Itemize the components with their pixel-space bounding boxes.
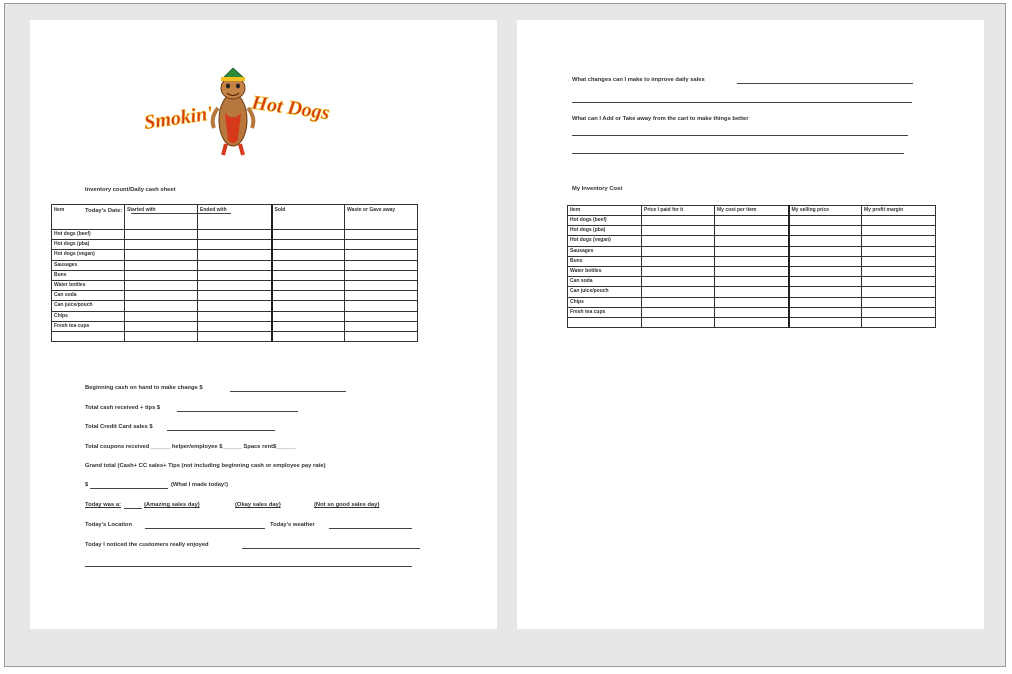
inventory-count-entry-cell[interactable] (345, 291, 418, 301)
inventory-count-header-cell: Sold (272, 205, 345, 230)
inventory-cost-item-cell: Hot dogs (beef) (568, 216, 642, 226)
improve-question: What changes can I make to improve daily sales (572, 77, 705, 83)
inventory-cost-entry-cell[interactable] (715, 266, 789, 276)
inventory-cost-entry-cell[interactable] (789, 287, 862, 297)
inventory-count-entry-cell[interactable] (125, 230, 198, 240)
inventory-count-item-cell: Water bottles (52, 280, 125, 290)
inventory-count-entry-cell[interactable] (125, 321, 198, 331)
inventory-cost-item-cell: Hot dogs (pba) (568, 226, 642, 236)
inventory-cost-title: My Inventory Cost (572, 186, 623, 192)
inventory-count-item-cell (52, 331, 125, 341)
inventory-cost-entry-cell[interactable] (642, 287, 715, 297)
inventory-cost-entry-cell[interactable] (862, 297, 936, 307)
inventory-cost-entry-cell[interactable] (789, 216, 862, 226)
inventory-cost-entry-cell[interactable] (642, 236, 715, 246)
inventory-count-item-cell: Buns (52, 270, 125, 280)
weather-line[interactable] (329, 528, 412, 529)
inventory-cost-entry-cell[interactable] (642, 317, 715, 327)
inventory-cost-item-cell: Can juice/pouch (568, 287, 642, 297)
total-credit-line[interactable] (167, 430, 275, 431)
inventory-count-entry-cell[interactable] (272, 240, 345, 250)
beginning-cash-line[interactable] (230, 391, 346, 392)
inventory-count-entry-cell[interactable] (198, 301, 272, 311)
logo-text-left: Smokin' (142, 102, 215, 134)
inventory-count-item-cell: Can juice/pouch (52, 301, 125, 311)
location-label: Today's Location (85, 522, 133, 528)
sheet-title: Inventory count/Daily cash sheet (85, 187, 176, 193)
beginning-cash-label: Beginning cash on hand to make change $ (85, 385, 203, 391)
inventory-cost-entry-cell[interactable] (715, 317, 789, 327)
inventory-count-row (52, 301, 418, 311)
inventory-cost-row (568, 307, 936, 317)
inventory-count-entry-cell[interactable] (125, 301, 198, 311)
inventory-count-entry-cell[interactable] (272, 291, 345, 301)
inventory-cost-entry-cell[interactable] (862, 307, 936, 317)
inventory-cost-header-cell: Price I paid for it (642, 206, 715, 216)
inventory-cost-entry-cell[interactable] (642, 226, 715, 236)
grand-total-label: Grand total (Cash+ CC sales+ Tips (not including beginning cash or employee pay rate) (85, 463, 326, 469)
inventory-count-entry-cell[interactable] (125, 331, 198, 341)
inventory-count-item-cell: Can soda (52, 291, 125, 301)
inventory-cost-entry-cell[interactable] (862, 246, 936, 256)
inventory-count-entry-cell[interactable] (198, 280, 272, 290)
inventory-cost-entry-cell[interactable] (789, 277, 862, 287)
inventory-cost-entry-cell[interactable] (715, 226, 789, 236)
inventory-count-entry-cell[interactable] (272, 331, 345, 341)
inventory-cost-entry-cell[interactable] (642, 297, 715, 307)
inventory-cost-item-cell (568, 317, 642, 327)
inventory-count-entry-cell[interactable] (272, 280, 345, 290)
inventory-count-row (52, 230, 418, 240)
inventory-count-entry-cell[interactable] (272, 311, 345, 321)
noticed-line-2[interactable] (85, 566, 412, 567)
inventory-count-entry-cell[interactable] (198, 321, 272, 331)
inventory-count-entry-cell[interactable] (198, 240, 272, 250)
inventory-count-entry-cell[interactable] (198, 250, 272, 260)
inventory-count-entry-cell[interactable] (345, 250, 418, 260)
inventory-cost-item-cell: Hot dogs (vegan) (568, 236, 642, 246)
inventory-count-entry-cell[interactable] (125, 260, 198, 270)
inventory-cost-entry-cell[interactable] (862, 216, 936, 226)
inventory-cost-entry-cell[interactable] (642, 277, 715, 287)
inventory-cost-table (567, 205, 936, 328)
inventory-cost-entry-cell[interactable] (789, 307, 862, 317)
inventory-cost-item-cell: Chips (568, 297, 642, 307)
inventory-cost-entry-cell[interactable] (862, 266, 936, 276)
total-cash-label: Total cash received + tips $ (85, 405, 161, 411)
inventory-count-row (52, 321, 418, 331)
inventory-count-entry-cell[interactable] (272, 230, 345, 240)
okay-option[interactable]: (Okay sales day) (235, 502, 281, 508)
inventory-count-header-cell: Waste or Gave away (345, 205, 418, 230)
inventory-cost-item-cell: Water bottles (568, 266, 642, 276)
inventory-count-entry-cell[interactable] (125, 250, 198, 260)
inventory-cost-row (568, 236, 936, 246)
inventory-cost-row (568, 277, 936, 287)
inventory-count-item-cell: Hot dogs (vegan) (52, 250, 125, 260)
inventory-count-entry-cell[interactable] (345, 321, 418, 331)
inventory-cost-header-cell: My cost per item (715, 206, 789, 216)
inventory-count-entry-cell[interactable] (345, 240, 418, 250)
inventory-count-entry-cell[interactable] (198, 291, 272, 301)
inventory-cost-entry-cell[interactable] (715, 256, 789, 266)
add-question: What can I Add or Take away from the cart to make things better (572, 116, 749, 122)
inventory-cost-header-row (568, 206, 936, 216)
inventory-count-entry-cell[interactable] (345, 270, 418, 280)
inventory-count-header-cell: Ended with (198, 205, 272, 230)
inventory-cost-entry-cell[interactable] (789, 256, 862, 266)
inventory-count-row (52, 331, 418, 341)
inventory-count-item-cell: Chips (52, 311, 125, 321)
inventory-cost-entry-cell[interactable] (862, 277, 936, 287)
inventory-cost-item-cell: Buns (568, 256, 642, 266)
inventory-count-item-cell: Fresh tea cups (52, 321, 125, 331)
inventory-cost-row (568, 317, 936, 327)
inventory-count-entry-cell[interactable] (125, 280, 198, 290)
inventory-cost-entry-cell[interactable] (642, 307, 715, 317)
inventory-cost-row (568, 226, 936, 236)
inventory-cost-header-cell: Item (568, 206, 642, 216)
logo-text-right: Hot Dogs (250, 91, 331, 125)
inventory-cost-entry-cell[interactable] (715, 297, 789, 307)
inventory-cost-entry-cell[interactable] (862, 287, 936, 297)
inventory-count-entry-cell[interactable] (345, 260, 418, 270)
inventory-count-entry-cell[interactable] (198, 260, 272, 270)
location-line[interactable] (145, 528, 265, 529)
inventory-cost-row (568, 266, 936, 276)
inventory-count-entry-cell[interactable] (272, 260, 345, 270)
inventory-cost-entry-cell[interactable] (715, 246, 789, 256)
inventory-count-item-cell: Sausages (52, 260, 125, 270)
inventory-count-header-row (52, 205, 418, 230)
inventory-count-entry-cell[interactable] (125, 240, 198, 250)
inventory-cost-item-cell: Can soda (568, 277, 642, 287)
inventory-count-entry-cell[interactable] (198, 270, 272, 280)
inventory-count-row (52, 250, 418, 260)
add-line-2[interactable] (572, 153, 904, 154)
date-label: Today's Date: (85, 208, 123, 214)
inventory-cost-row (568, 297, 936, 307)
inventory-count-entry-cell[interactable] (345, 331, 418, 341)
inventory-cost-entry-cell[interactable] (642, 246, 715, 256)
inventory-count-entry-cell[interactable] (125, 311, 198, 321)
inventory-cost-entry-cell[interactable] (789, 226, 862, 236)
coupons-label: Total coupons received ______ helper/employee $______ Space rent$______ (85, 444, 296, 450)
inventory-cost-item-cell: Sausages (568, 246, 642, 256)
made-today-label: (What I made today!) (171, 482, 229, 488)
inventory-count-entry-cell[interactable] (125, 291, 198, 301)
inventory-count-row (52, 260, 418, 270)
inventory-count-row (52, 280, 418, 290)
inventory-cost-entry-cell[interactable] (789, 297, 862, 307)
inventory-cost-entry-cell[interactable] (715, 307, 789, 317)
inventory-cost-entry-cell[interactable] (715, 216, 789, 226)
today-was-label: Today was a: (85, 502, 121, 508)
inventory-cost-header-cell: My profit margin (862, 206, 936, 216)
inventory-cost-entry-cell[interactable] (862, 226, 936, 236)
inventory-cost-entry-cell[interactable] (789, 246, 862, 256)
inventory-count-row (52, 311, 418, 321)
inventory-count-header-cell: Item (52, 205, 125, 230)
inventory-count-header-cell: Started with (125, 205, 198, 230)
inventory-count-entry-cell[interactable] (272, 250, 345, 260)
inventory-count-entry-cell[interactable] (272, 321, 345, 331)
inventory-cost-header-cell: My selling price (789, 206, 862, 216)
inventory-cost-row (568, 216, 936, 226)
total-credit-label: Total Credit Card sales $ (85, 424, 153, 430)
dollar-sign: $ (85, 482, 89, 488)
inventory-cost-entry-cell[interactable] (789, 266, 862, 276)
inventory-count-entry-cell[interactable] (345, 301, 418, 311)
inventory-cost-entry-cell[interactable] (715, 236, 789, 246)
inventory-count-row (52, 240, 418, 250)
inventory-cost-entry-cell[interactable] (862, 236, 936, 246)
noticed-line[interactable] (242, 548, 420, 549)
inventory-cost-entry-cell[interactable] (642, 256, 715, 266)
noticed-label: Today I noticed the customers really enjoyed (85, 542, 209, 548)
inventory-cost-entry-cell[interactable] (789, 317, 862, 327)
inventory-cost-entry-cell[interactable] (862, 317, 936, 327)
inventory-count-entry-cell[interactable] (125, 270, 198, 280)
improve-line-2[interactable] (572, 102, 912, 103)
inventory-count-entry-cell[interactable] (272, 301, 345, 311)
inventory-count-entry-cell[interactable] (345, 311, 418, 321)
inventory-count-entry-cell[interactable] (198, 230, 272, 240)
inventory-cost-entry-cell[interactable] (642, 216, 715, 226)
total-cash-line[interactable] (177, 411, 298, 412)
inventory-cost-entry-cell[interactable] (715, 277, 789, 287)
inventory-count-entry-cell[interactable] (345, 230, 418, 240)
add-line-1[interactable] (572, 135, 908, 136)
amazing-option[interactable]: (Amazing sales day) (144, 502, 200, 508)
inventory-count-table (51, 204, 418, 342)
inventory-cost-entry-cell[interactable] (715, 287, 789, 297)
inventory-cost-row (568, 256, 936, 266)
inventory-cost-entry-cell[interactable] (862, 256, 936, 266)
inventory-count-row (52, 270, 418, 280)
inventory-count-entry-cell[interactable] (198, 331, 272, 341)
inventory-count-row (52, 291, 418, 301)
weather-label: Today's weather (270, 522, 315, 528)
made-today-line[interactable] (90, 488, 168, 489)
inventory-count-entry-cell[interactable] (345, 280, 418, 290)
smokin-hot-dogs-logo (130, 58, 340, 158)
inventory-cost-entry-cell[interactable] (789, 236, 862, 246)
not-good-option[interactable]: (Not so good sales day) (314, 502, 380, 508)
inventory-count-entry-cell[interactable] (198, 311, 272, 321)
today-was-spacer (124, 508, 142, 509)
inventory-count-item-cell: Hot dogs (pba) (52, 240, 125, 250)
inventory-cost-row (568, 287, 936, 297)
inventory-cost-entry-cell[interactable] (642, 266, 715, 276)
improve-line-1[interactable] (737, 83, 913, 84)
inventory-cost-row (568, 246, 936, 256)
inventory-cost-item-cell: Fresh tea cups (568, 307, 642, 317)
inventory-count-item-cell: Hot dogs (beef) (52, 230, 125, 240)
inventory-count-entry-cell[interactable] (272, 270, 345, 280)
